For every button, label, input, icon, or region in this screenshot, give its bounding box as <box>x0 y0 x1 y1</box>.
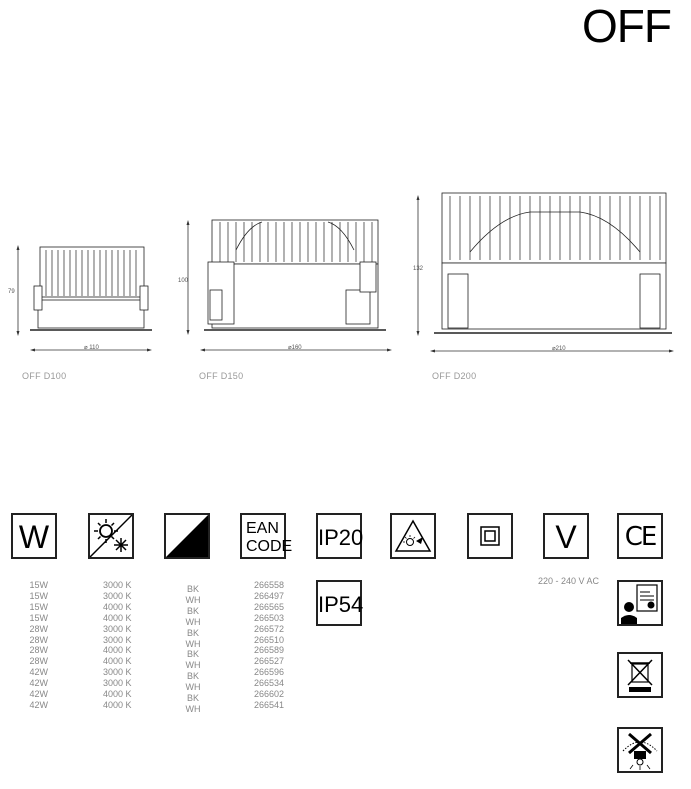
table-cell: 4000 K <box>103 656 132 667</box>
table-cell: 28W <box>29 656 48 667</box>
table-cell: 4000 K <box>103 601 132 612</box>
wattage-symbol: W <box>18 519 50 555</box>
voltage-icon <box>543 513 589 559</box>
code-label: CODE <box>246 538 293 555</box>
ce-mark-icon <box>617 513 663 559</box>
width-label-d200: ⌀210 <box>552 346 566 352</box>
table-cell: BK <box>186 605 199 616</box>
sun-snowflake-icon <box>90 515 132 557</box>
table-cell: 266534 <box>254 678 285 689</box>
model-label-d100: OFF D100 <box>22 371 67 381</box>
voltage-symbol: V <box>555 519 577 555</box>
table-cell: 266572 <box>254 623 285 634</box>
table-cell: 266510 <box>254 634 285 645</box>
table-cell: 42W <box>29 678 48 689</box>
table-cell: 266503 <box>254 612 285 623</box>
table-cell: 266541 <box>254 699 285 710</box>
warning-triangle-icon <box>392 515 434 557</box>
table-cell: WH <box>185 682 201 693</box>
ip54-label: IP54 <box>318 592 364 617</box>
black-white-icon <box>166 515 208 557</box>
table-cell: 266527 <box>254 656 285 667</box>
table-cell: 3000 K <box>103 634 132 645</box>
color-temperature-icon <box>88 513 134 559</box>
ip54-icon <box>316 580 362 626</box>
ip20-icon <box>316 513 362 559</box>
crossed-bin-icon <box>619 654 661 696</box>
drawing-d150 <box>187 220 393 352</box>
weee-disposal-icon <box>617 652 663 698</box>
ean-code-column <box>254 580 284 711</box>
table-cell: 266497 <box>254 590 285 601</box>
wattage-column <box>20 580 48 711</box>
installer-certificate-icon <box>617 580 663 626</box>
worker-certificate-icon <box>619 582 661 624</box>
width-label-d150: ⌀160 <box>288 345 302 351</box>
class-ii-icon <box>467 513 513 559</box>
table-cell: 4000 K <box>103 699 132 710</box>
height-label-d150: 100 <box>178 278 189 284</box>
table-cell: 28W <box>29 623 48 634</box>
table-cell: 42W <box>29 699 48 710</box>
ean-label: EAN <box>246 520 279 537</box>
ce-label: CE <box>624 522 656 552</box>
table-cell: 266602 <box>254 689 285 700</box>
wattage-icon <box>11 513 57 559</box>
table-cell: 4000 K <box>103 689 132 700</box>
drawing-d200 <box>417 193 675 353</box>
table-cell: 3000 K <box>103 590 132 601</box>
table-cell: WH <box>185 638 201 649</box>
table-cell: 28W <box>29 645 48 656</box>
voltage-text: 220 - 240 V AC <box>538 576 600 586</box>
model-label-d150: OFF D150 <box>199 371 244 381</box>
technical-drawings <box>0 180 691 380</box>
table-cell: BK <box>186 627 199 638</box>
table-cell: 3000 K <box>103 667 132 678</box>
table-cell: WH <box>185 616 201 627</box>
table-cell: 266558 <box>254 580 285 590</box>
table-cell: 28W <box>29 634 48 645</box>
table-cell: 3000 K <box>103 678 132 689</box>
double-square-icon <box>469 515 511 557</box>
width-label-d100: ⌀ 110 <box>84 345 99 351</box>
glow-wire-icon <box>390 513 436 559</box>
cct-column <box>103 580 132 711</box>
no-insulation-cover-icon <box>617 727 663 773</box>
table-cell: 15W <box>29 580 48 590</box>
table-cell: BK <box>186 671 199 682</box>
table-cell: 266589 <box>254 645 285 656</box>
table-cell: 3000 K <box>103 623 132 634</box>
table-cell: BK <box>186 693 199 704</box>
ip20-label: IP20 <box>318 525 364 550</box>
table-cell: WH <box>185 594 201 605</box>
model-label-d200: OFF D200 <box>432 371 477 381</box>
table-cell: BK <box>186 649 199 660</box>
table-cell: 3000 K <box>103 580 132 590</box>
table-cell: 42W <box>29 689 48 700</box>
finish-color-column <box>180 584 206 715</box>
product-title: OFF <box>582 0 671 52</box>
luminaire-insulation-icon <box>619 729 661 771</box>
table-cell: WH <box>185 660 201 671</box>
table-cell: BK <box>186 584 199 594</box>
finish-color-icon <box>164 513 210 559</box>
table-cell: 266565 <box>254 601 285 612</box>
height-label-d200: 132 <box>413 266 424 272</box>
table-cell: 15W <box>29 612 48 623</box>
height-label-d100: 79 <box>8 289 15 295</box>
table-cell: 4000 K <box>103 612 132 623</box>
drawing-d100 <box>17 245 153 352</box>
table-cell: 15W <box>29 601 48 612</box>
table-cell: 4000 K <box>103 645 132 656</box>
ean-code-icon <box>240 513 293 559</box>
table-cell: 15W <box>29 590 48 601</box>
table-cell: 266596 <box>254 667 285 678</box>
table-cell: WH <box>185 703 201 714</box>
table-cell: 42W <box>29 667 48 678</box>
